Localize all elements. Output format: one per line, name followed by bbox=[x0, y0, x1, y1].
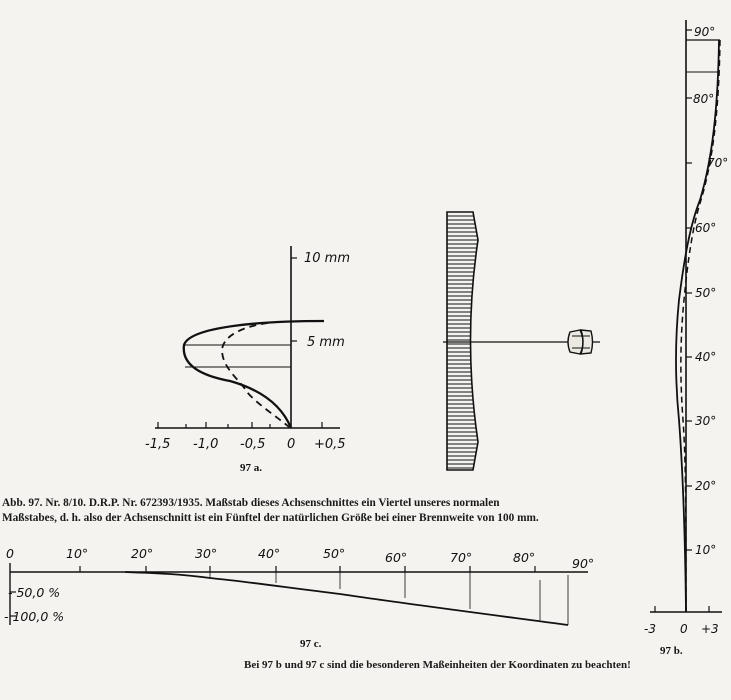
fig97c-angle-label: 10° bbox=[66, 546, 89, 561]
figure-97b bbox=[650, 20, 722, 612]
objective-lens-symbol bbox=[568, 330, 593, 354]
caption-line-2: Maßstabes, d. h. also der Achsenschnitt ist ein Fünftel der natürlichen Größe bei einer Brennweite von 100 mm. bbox=[2, 512, 539, 524]
fig97a-xlabel: -1,5 bbox=[145, 437, 171, 452]
fig97c-angle-label: 50° bbox=[323, 546, 346, 561]
fig97b-angle-label: 60° bbox=[695, 221, 717, 235]
fig97a-ylabel-5mm: 5 mm bbox=[307, 335, 345, 350]
caption-line-1: Abb. 97. Nr. 8/10. D.R.P. Nr. 672393/1935. Maßstab dieses Achsenschnittes ein Viertel unseres normalen bbox=[2, 497, 500, 509]
fig97b-xlabel: 0 bbox=[680, 622, 688, 636]
fig97a-xlabel: -1,0 bbox=[193, 437, 219, 452]
fig97b-angle-label: 30° bbox=[695, 414, 717, 428]
fig97c-angle-label: 80° bbox=[513, 550, 536, 565]
fig97a-ylabel-10mm: 10 mm bbox=[304, 251, 351, 266]
fig97b-angle-label: 80° bbox=[693, 92, 715, 106]
fig97b-xlabel: +3 bbox=[701, 622, 719, 636]
fig97c-percent-label: - 50,0 % bbox=[8, 585, 61, 600]
figure-97c bbox=[10, 563, 588, 625]
fig97c-label: 97 c. bbox=[300, 638, 322, 650]
fig97b-y-ticks bbox=[686, 30, 692, 550]
fig97b-xlabel: -3 bbox=[644, 622, 656, 636]
lens-cross-section bbox=[440, 212, 600, 470]
fig97c-angle-label: 60° bbox=[385, 550, 408, 565]
fig97a-dashed-curve bbox=[222, 323, 289, 427]
lens-outline bbox=[447, 212, 478, 470]
fig97c-angle-label: 70° bbox=[450, 550, 473, 565]
fig97a-label: 97 a. bbox=[240, 462, 262, 474]
fig97b-angle-label: 40° bbox=[695, 350, 717, 364]
fig97b-angle-label: 90° bbox=[694, 25, 716, 39]
fig97c-angle-label: 30° bbox=[195, 546, 218, 561]
fig97a-xlabel: +0,5 bbox=[314, 437, 346, 452]
fig97c-angle-label: 0 bbox=[6, 546, 14, 561]
footnote: Bei 97 b und 97 c sind die besonderen Maßeinheiten der Koordinaten zu beachten! bbox=[244, 659, 631, 671]
fig97c-curve bbox=[125, 572, 568, 625]
fig97b-angle-label: 20° bbox=[695, 479, 717, 493]
fig97b-solid-curve bbox=[676, 40, 719, 612]
fig97c-angle-label: 90° bbox=[572, 556, 595, 571]
fig97b-angle-label: 10° bbox=[695, 543, 717, 557]
fig97a-xlabel: -0,5 bbox=[240, 437, 266, 452]
fig97a-xlabel: 0 bbox=[287, 437, 296, 452]
fig97a-solid-curve bbox=[184, 321, 324, 428]
fig97c-angle-label: 20° bbox=[131, 546, 154, 561]
fig97b-angle-label: 70° bbox=[707, 156, 729, 170]
fig97b-label: 97 b. bbox=[660, 645, 683, 657]
fig97b-x-ticks bbox=[655, 606, 709, 612]
fig97c-percent-label: - 100,0 % bbox=[4, 609, 65, 624]
fig97c-angle-label: 40° bbox=[258, 546, 281, 561]
fig97c-x-ticks bbox=[80, 566, 535, 572]
fig97b-angle-label: 50° bbox=[695, 286, 717, 300]
fig97a-x-ticks bbox=[158, 422, 322, 428]
